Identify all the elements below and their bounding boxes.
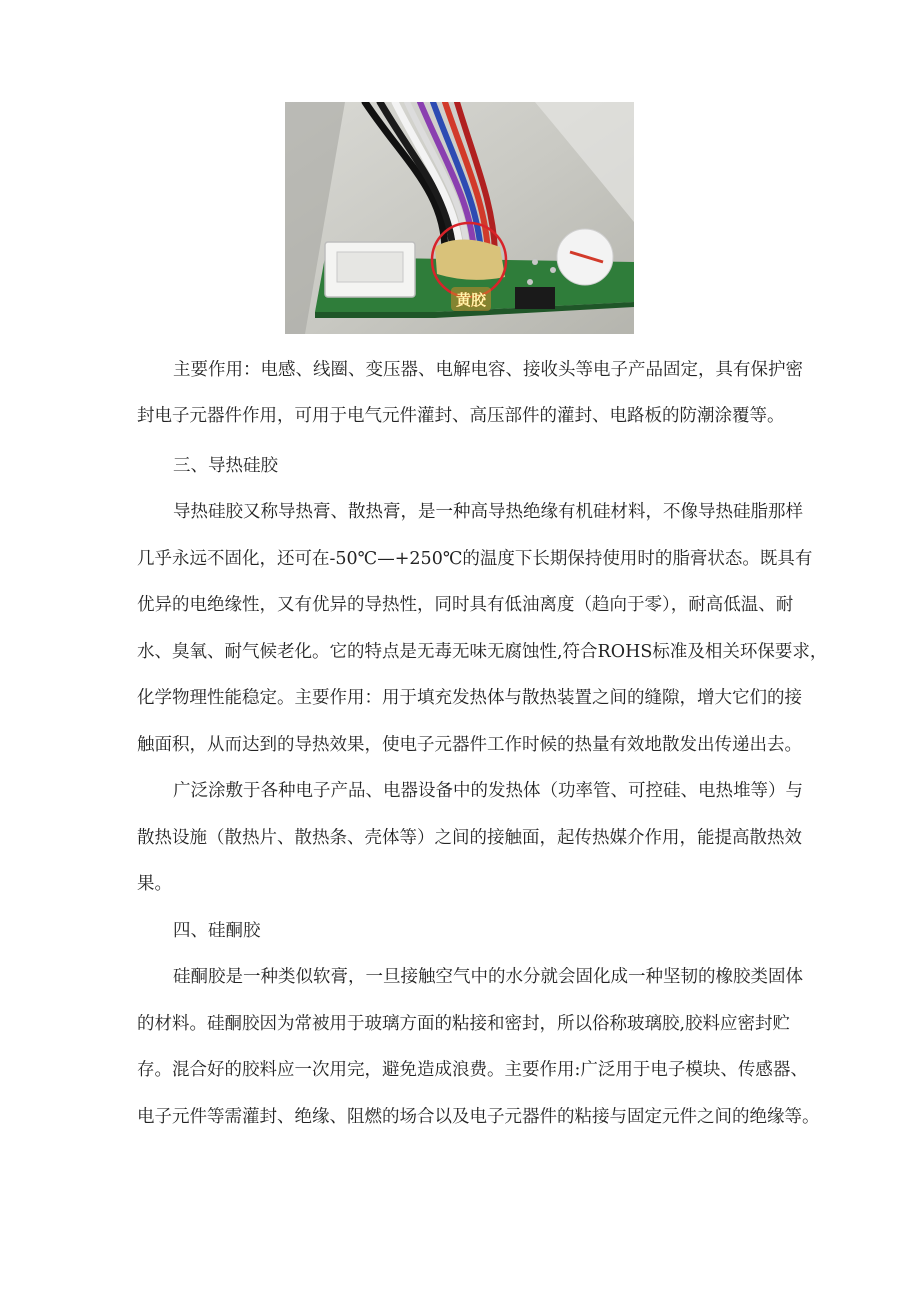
- text-line: 存。混合好的胶料应一次用完，避免造成浪费。主要作用:广泛用于电子模块、传感器、: [137, 1060, 808, 1080]
- text-line: 散热设施（散热片、散热条、壳体等）之间的接触面，起传热媒介作用，能提高散热效: [137, 828, 802, 848]
- text-line: 电子元件等需灌封、绝缘、阻燃的场合以及电子元器件的粘接与固定元件之间的绝缘等。: [137, 1107, 820, 1127]
- text-line: 触面积，从而达到的导热效果，使电子元器件工作时候的热量有效地散发出传递出去。: [137, 735, 802, 755]
- text-line: 封电子元器件作用，可用于电气元件灌封、高压部件的灌封、电路板的防潮涂覆等。: [137, 406, 785, 426]
- circuit-board-image: [285, 102, 634, 334]
- text-line: 的材料。硅酮胶因为常被用于玻璃方面的粘接和密封，所以俗称玻璃胶,胶料应密封贮: [137, 1014, 791, 1034]
- section-heading: 三、导热硅胶: [173, 456, 278, 476]
- section-heading: 四、硅酮胶: [173, 921, 261, 941]
- text-line: 硅酮胶是一种类似软膏，一旦接触空气中的水分就会固化成一种坚韧的橡胶类固体: [173, 967, 803, 987]
- text-line: 广泛涂敷于各种电子产品、电器设备中的发热体（功率管、可控硅、电热堆等）与: [173, 781, 803, 801]
- text-line: 化学物理性能稳定。主要作用：用于填充发热体与散热装置之间的缝隙，增大它们的接: [137, 688, 802, 708]
- text-line: 导热硅胶又称导热膏、散热膏，是一种高导热绝缘有机硅材料，不像导热硅脂那样: [173, 502, 803, 522]
- photo-label: 黄胶: [455, 291, 487, 309]
- text-line: 果。: [137, 874, 172, 894]
- text-line: 主要作用：电感、线圈、变压器、电解电容、接收头等电子产品固定，具有保护密: [173, 360, 803, 380]
- yellow-glue: [435, 240, 505, 280]
- text-line: 优异的电绝缘性，又有优异的导热性，同时具有低油离度（趋向于零），耐高低温、耐: [137, 595, 794, 615]
- product-photo: [285, 102, 634, 334]
- text-line: 水、臭氧、耐气候老化。它的特点是无毒无味无腐蚀性,符合ROHS标准及相关环保要求，: [137, 642, 828, 662]
- text-line: 几乎永远不固化，还可在-50℃—+250℃的温度下长期保持使用时的脂膏状态。既具有: [137, 549, 813, 569]
